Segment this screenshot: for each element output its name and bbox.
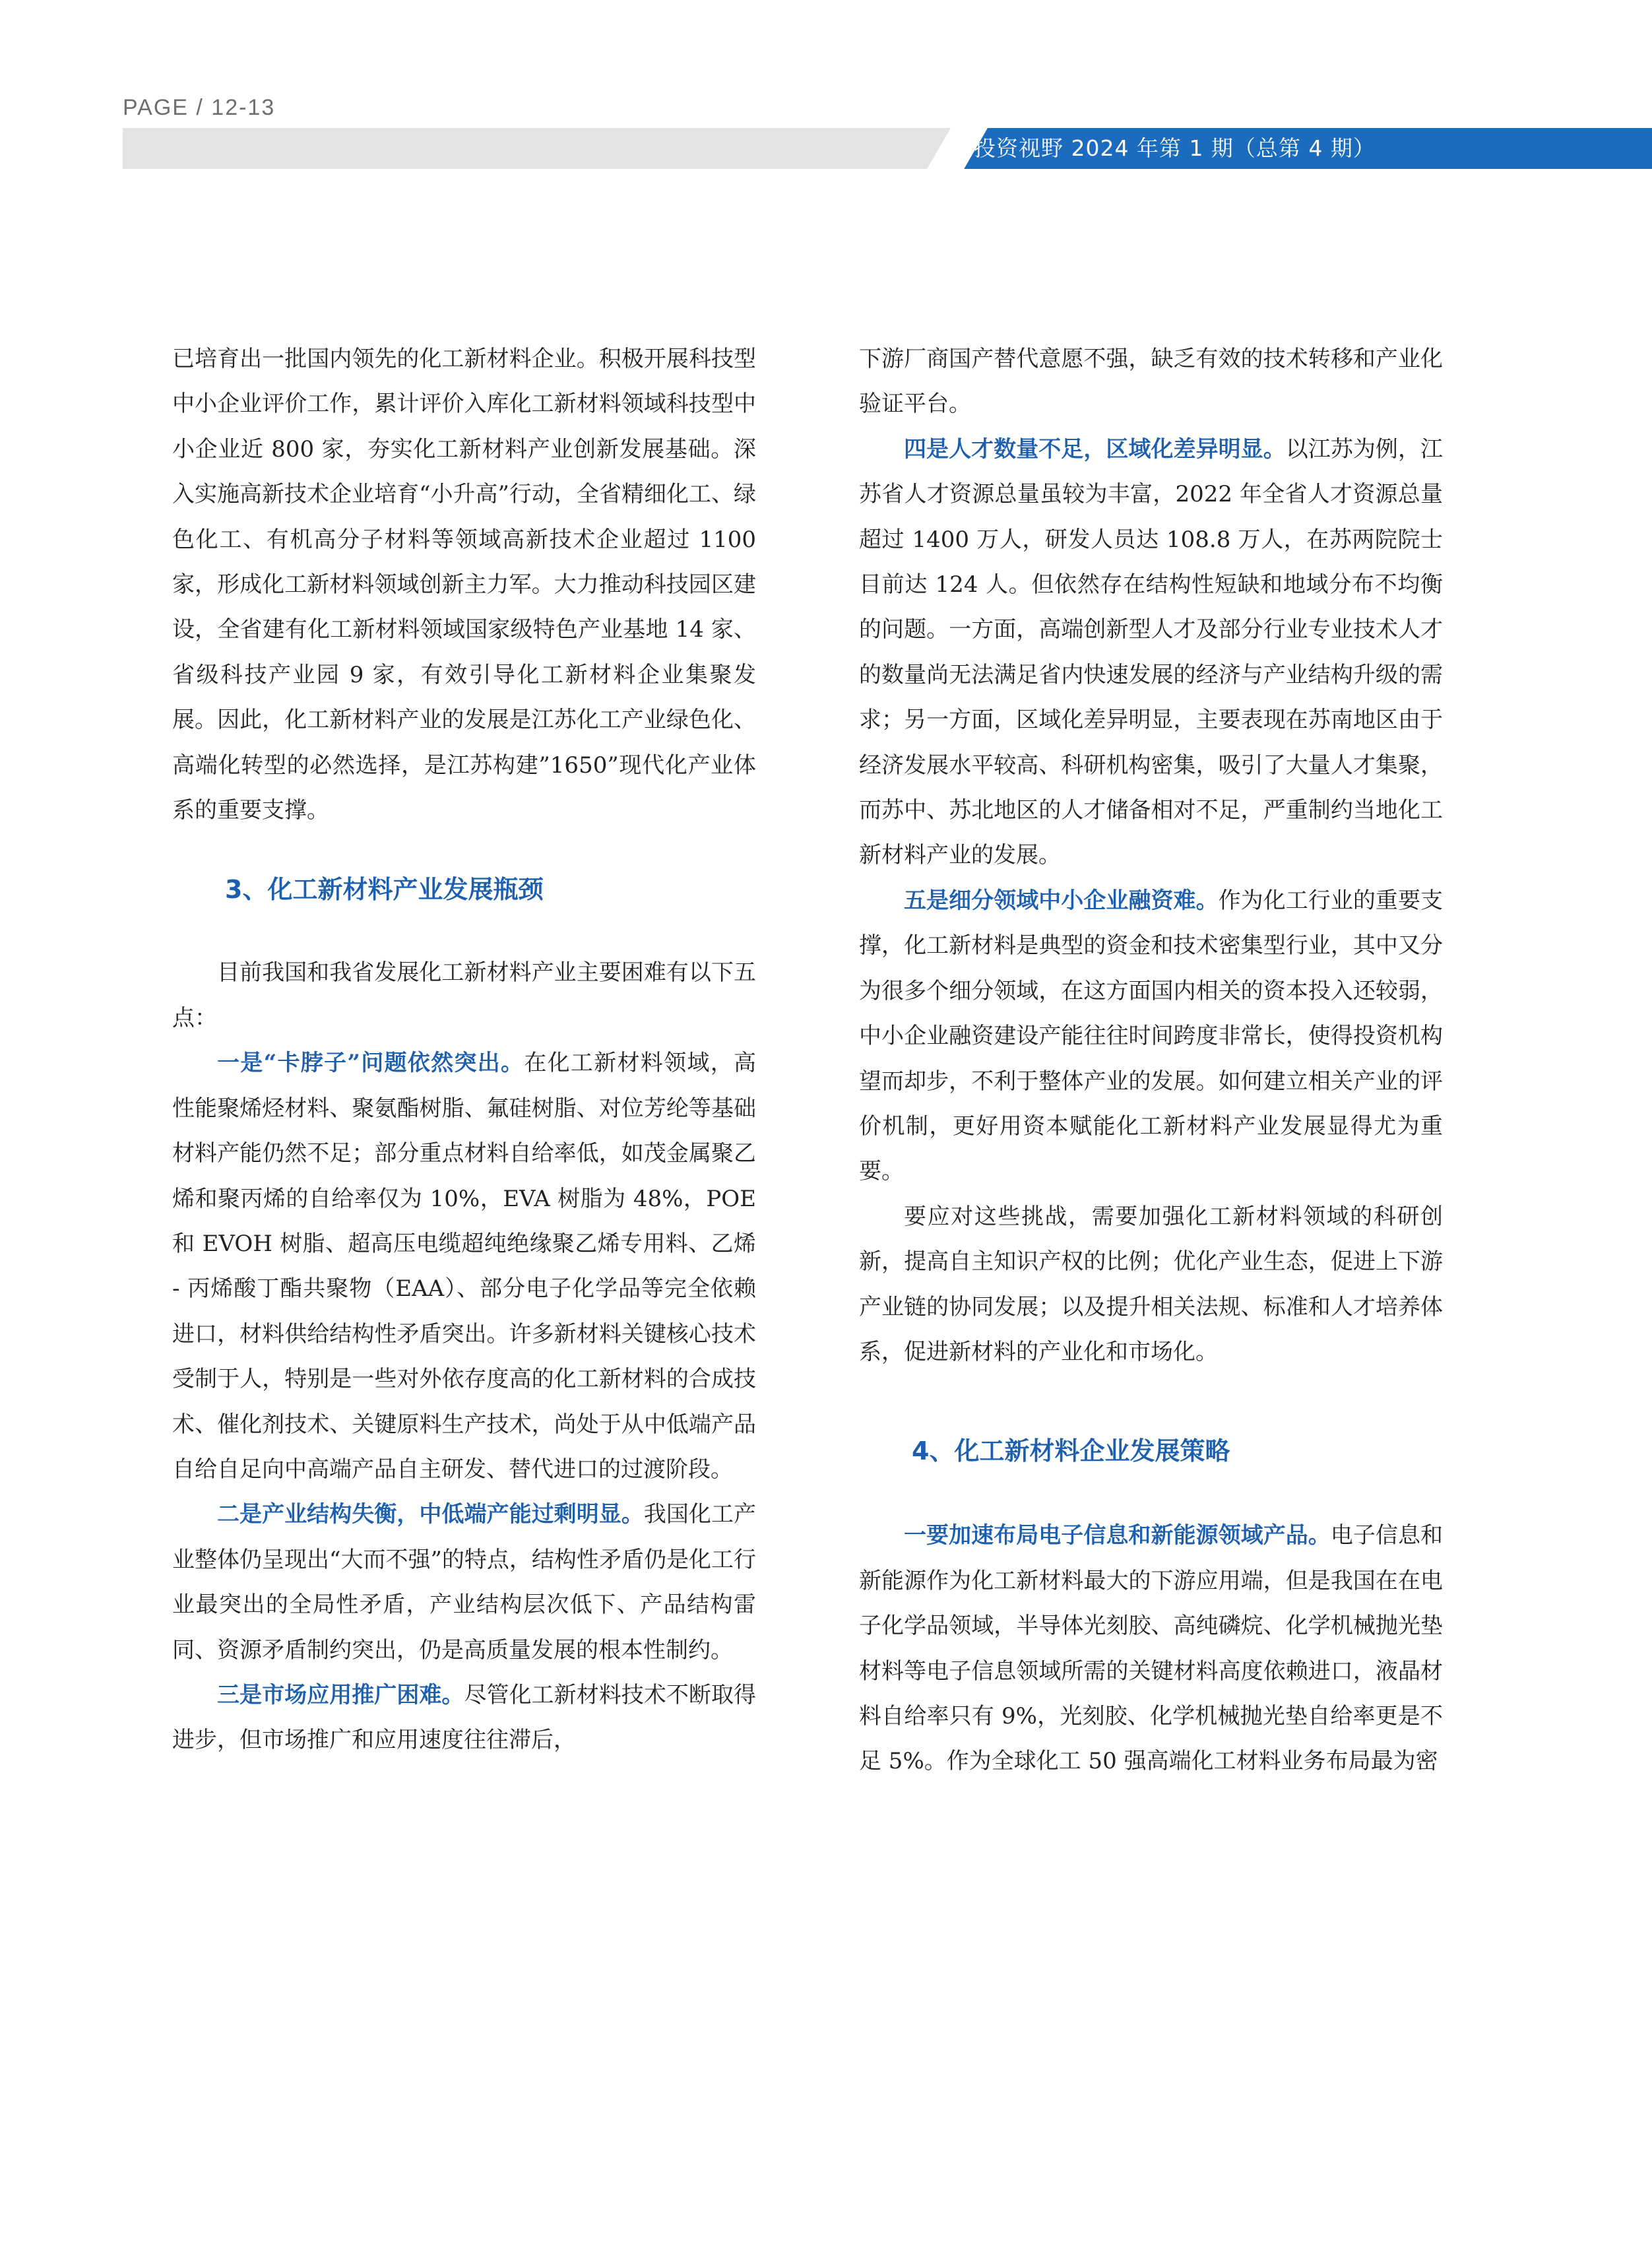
strategy-1-lead: 一要加速布局电子信息和新能源领域产品。 — [904, 1522, 1331, 1549]
point-5-text: 作为化工行业的重要支撑，化工新材料是典型的资金和技术密集型行业，其中又分为很多个细分领域，在这方面国内相关的资本投入还较弱，中小企业融资建设产能往往时间跨度非常长，使得投资机构望而却步，不利于整体产业的发展。如何建立相关产业的评价机制，更好用资本赋能化工新材料产业发展显得尤为重要。 — [859, 887, 1443, 1185]
point-1-text: 在化工新材料领域，高性能聚烯烃材料、聚氨酯树脂、氟硅树脂、对位芳纶等基础材料产能仍然不足；部分重点材料自给率低，如茂金属聚乙烯和聚丙烯的自给率仅为 10%，EVA 树脂为 48%，POE 和 EVOH 树脂、超高压电缆超纯绝缘聚乙烯专用料、乙烯 - 丙烯酸丁酯共聚物（EAA）、部分电子化学品等完全依赖进口，材料供给结构性矛盾突出。许多新材料关键核心技术受制于人，特别是一些对外依存度高的化工新材料的合成技术、催化剂技术、关键原料生产技术，尚处于从中低端产品自给自足向中高端产品自主研发、替代进口的过渡阶段。 — [172, 1050, 757, 1483]
page-number-label: PAGE / 12-13 — [123, 95, 276, 120]
section-heading-4: 4、化工新材料企业发展策略 — [912, 1436, 1230, 1466]
header-banner — [123, 128, 1652, 169]
point-1-lead: 一是“卡脖子”问题依然突出。 — [217, 1050, 524, 1077]
point-2-text: 我国化工产业整体仍呈现出“大而不强”的特点，结构性矛盾仍是化工行业最突出的全局性矛盾，产业结构层次低下、产品结构雷同、资源矛盾制约突出，仍是高质量发展的根本性制约。 — [172, 1501, 757, 1663]
paragraph-response: 要应对这些挑战，需要加强化工新材料领域的科研创新，提高自主知识产权的比例；优化产业生态，促进上下游产业链的协同发展；以及提升相关法规、标准和人才培养体系，促进新材料的产业化和市场化。 — [859, 1203, 1443, 1365]
right-column — [859, 337, 1443, 1784]
paragraph-point-4 — [859, 427, 1443, 878]
point-4-lead: 四是人才数量不足，区域化差异明显。 — [904, 435, 1286, 463]
paragraph-intro: 已培育出一批国内领先的化工新材料企业。积极开展科技型中小企业评价工作，累计评价入库化工新材料领域科技型中小企业近 800 家，夯实化工新材料产业创新发展基础。深入实施高新技术企业培育“小升高”行动，全省精细化工、绿色化工、有机高分子材料等领域高新技术企业超过 1100 家，形成化工新材料领域创新主力军。大力推动科技园区建设，全省建有化工新材料领域国家级特色产业基地 14 家、省级科技产业园 9 家，有效引导化工新材料企业集聚发展。因此，化工新材料产业的发展是江苏化工产业绿色化、高端化转型的必然选择，是江苏构建”1650”现代化产业体系的重要支撑。 — [172, 346, 756, 824]
paragraph-overview: 目前我国和我省发展化工新材料产业主要困难有以下五点： — [172, 959, 756, 1031]
point-3-text: 尽管化工新材料技术不断取得进步，但市场推广和应用速度往往滞后， — [172, 1681, 757, 1754]
paragraph-point-3-continued: 下游厂商国产替代意愿不强，缺乏有效的技术转移和产业化验证平台。 — [859, 346, 1443, 418]
strategy-1-text: 电子信息和新能源作为化工新材料最大的下游应用端，但是我国在在电子化学品领域，半导体光刻胶、高纯磷烷、化学机械抛光垫材料等电子信息领域所需的关键材料高度依赖进口，液晶材料自给率只有 9%，光刻胶、化学机械抛光垫自给率更是不足 5%。作为全球化工 50 强高端化工材料业务布局最为密 — [859, 1522, 1444, 1775]
paragraph-point-1 — [172, 1041, 756, 1492]
paragraph-point-5 — [859, 878, 1443, 1194]
point-4-text: 以江苏为例，江苏省人才资源总量虽较为丰富，2022 年全省人才资源总量超过 1400 万人，研发人员达 108.8 万人，在苏两院院士目前达 124 人。但依然存在结构性短缺和地域分布不均衡的问题。一方面，高端创新型人才及部分行业专业技术人才的数量尚无法满足省内快速发展的经济与产业结构升级的需求；另一方面，区域化差异明显，主要表现在苏南地区由于经济发展水平较高、科研机构密集，吸引了大量人才集聚，而苏中、苏北地区的人才储备相对不足，严重制约当地化工新材料产业的发展。 — [859, 435, 1444, 869]
point-3-lead: 三是市场应用推广困难。 — [217, 1681, 464, 1708]
paragraph-strategy-1 — [859, 1513, 1443, 1784]
point-5-lead: 五是细分领域中小企业融资难。 — [904, 887, 1219, 914]
paragraph-point-3 — [172, 1673, 756, 1763]
left-column — [172, 337, 756, 1763]
journal-title: 投资视野 2024 年第 1 期（总第 4 期） — [974, 135, 1376, 161]
section-heading-3: 3、化工新材料产业发展瓶颈 — [225, 875, 544, 905]
paragraph-point-2 — [172, 1492, 756, 1673]
point-2-lead: 二是产业结构失衡，中低端产能过剩明显。 — [217, 1501, 644, 1528]
header-grey-band — [123, 128, 987, 169]
